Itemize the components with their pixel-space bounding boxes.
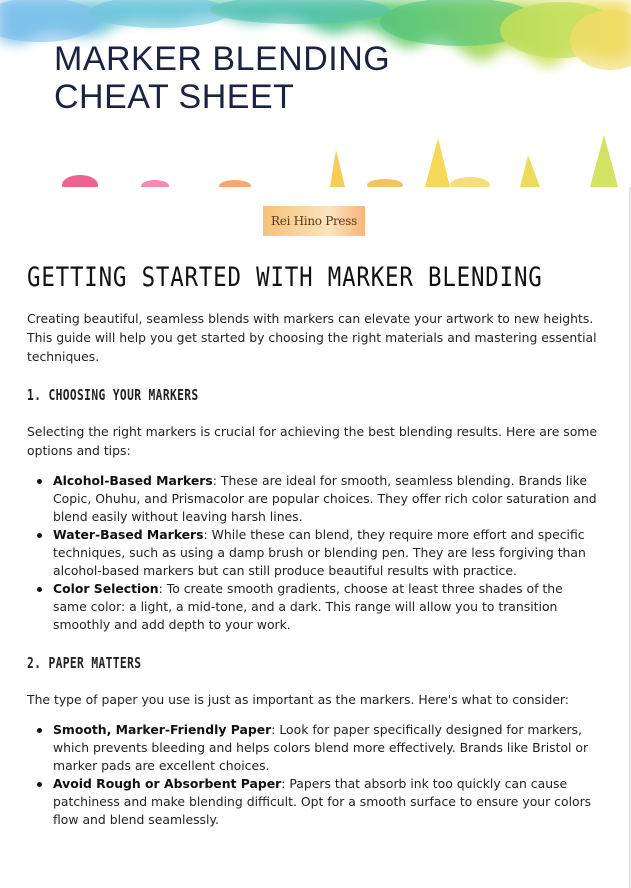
list-item-text: : To create smooth gradients, choose at least three shades of the same color: a light, a mid-tone, and a dark. This range will allow you to transition smoothly and add depth to your work.: [53, 581, 563, 632]
watercolor-header: [0, 0, 631, 187]
document-body: [27, 258, 597, 829]
main-heading: GETTING STARTED WITH MARKER BLENDING: [27, 262, 543, 293]
title-line-2: CHEAT SHEET: [54, 78, 295, 116]
list-item-text: : While these can blend, they require more effort and specific techniques, such as using a damp brush or blending pen. They are less forgiving than alcohol-based markers but can still produce beautiful results with practice.: [53, 527, 586, 578]
list-item: [53, 472, 597, 526]
page-title: [54, 40, 474, 116]
list-item-text: : Look for paper specifically designed for markers, which prevents bleeding and helps colors blend more effectively. Brands like Bristol or marker pads are excellent choices.: [53, 722, 589, 773]
intro-paragraph: Creating beautiful, seamless blends with markers can elevate your artwork to new heights. This guide will help you get started by choosing the right materials and mastering essential techniques.: [27, 311, 597, 364]
list-item-term: Smooth, Marker-Friendly Paper: [53, 722, 272, 737]
list-item: [53, 721, 597, 775]
list-item: [53, 526, 597, 580]
section-1-intro: Selecting the right markers is crucial for achieving the best blending results. Here are some options and tips:: [27, 424, 597, 458]
publisher-logo: [263, 206, 365, 236]
list-item-text: : These are ideal for smooth, seamless blending. Brands like Copic, Ohuhu, and Prismacolor are popular choices. They offer rich color saturation and blend easily without leaving harsh lines.: [53, 473, 597, 524]
list-item-text: : Papers that absorb ink too quickly can cause patchiness and make blending difficult. Opt for a smooth surface to ensure your colors flow and blend seamlessly.: [53, 776, 592, 827]
markers-list: [27, 472, 597, 634]
section-2-intro: The type of paper you use is just as important as the markers. Here's what to consider:: [27, 692, 569, 707]
list-item-term: Color Selection: [53, 581, 159, 596]
watercolor-splash-bottom: [0, 130, 631, 187]
paper-list: [27, 721, 597, 829]
section-1-heading: 1. CHOOSING YOUR MARKERS: [27, 386, 199, 404]
list-item-term: Avoid Rough or Absorbent Paper: [53, 776, 282, 791]
list-item-term: Water-Based Markers: [53, 527, 204, 542]
list-item-term: Alcohol-Based Markers: [53, 473, 213, 488]
title-line-1: MARKER BLENDING: [54, 40, 391, 78]
logo-text: Rei Hino Press: [271, 214, 357, 228]
list-item: [53, 775, 597, 829]
section-2-heading: 2. PAPER MATTERS: [27, 654, 142, 672]
list-item: [53, 580, 597, 634]
